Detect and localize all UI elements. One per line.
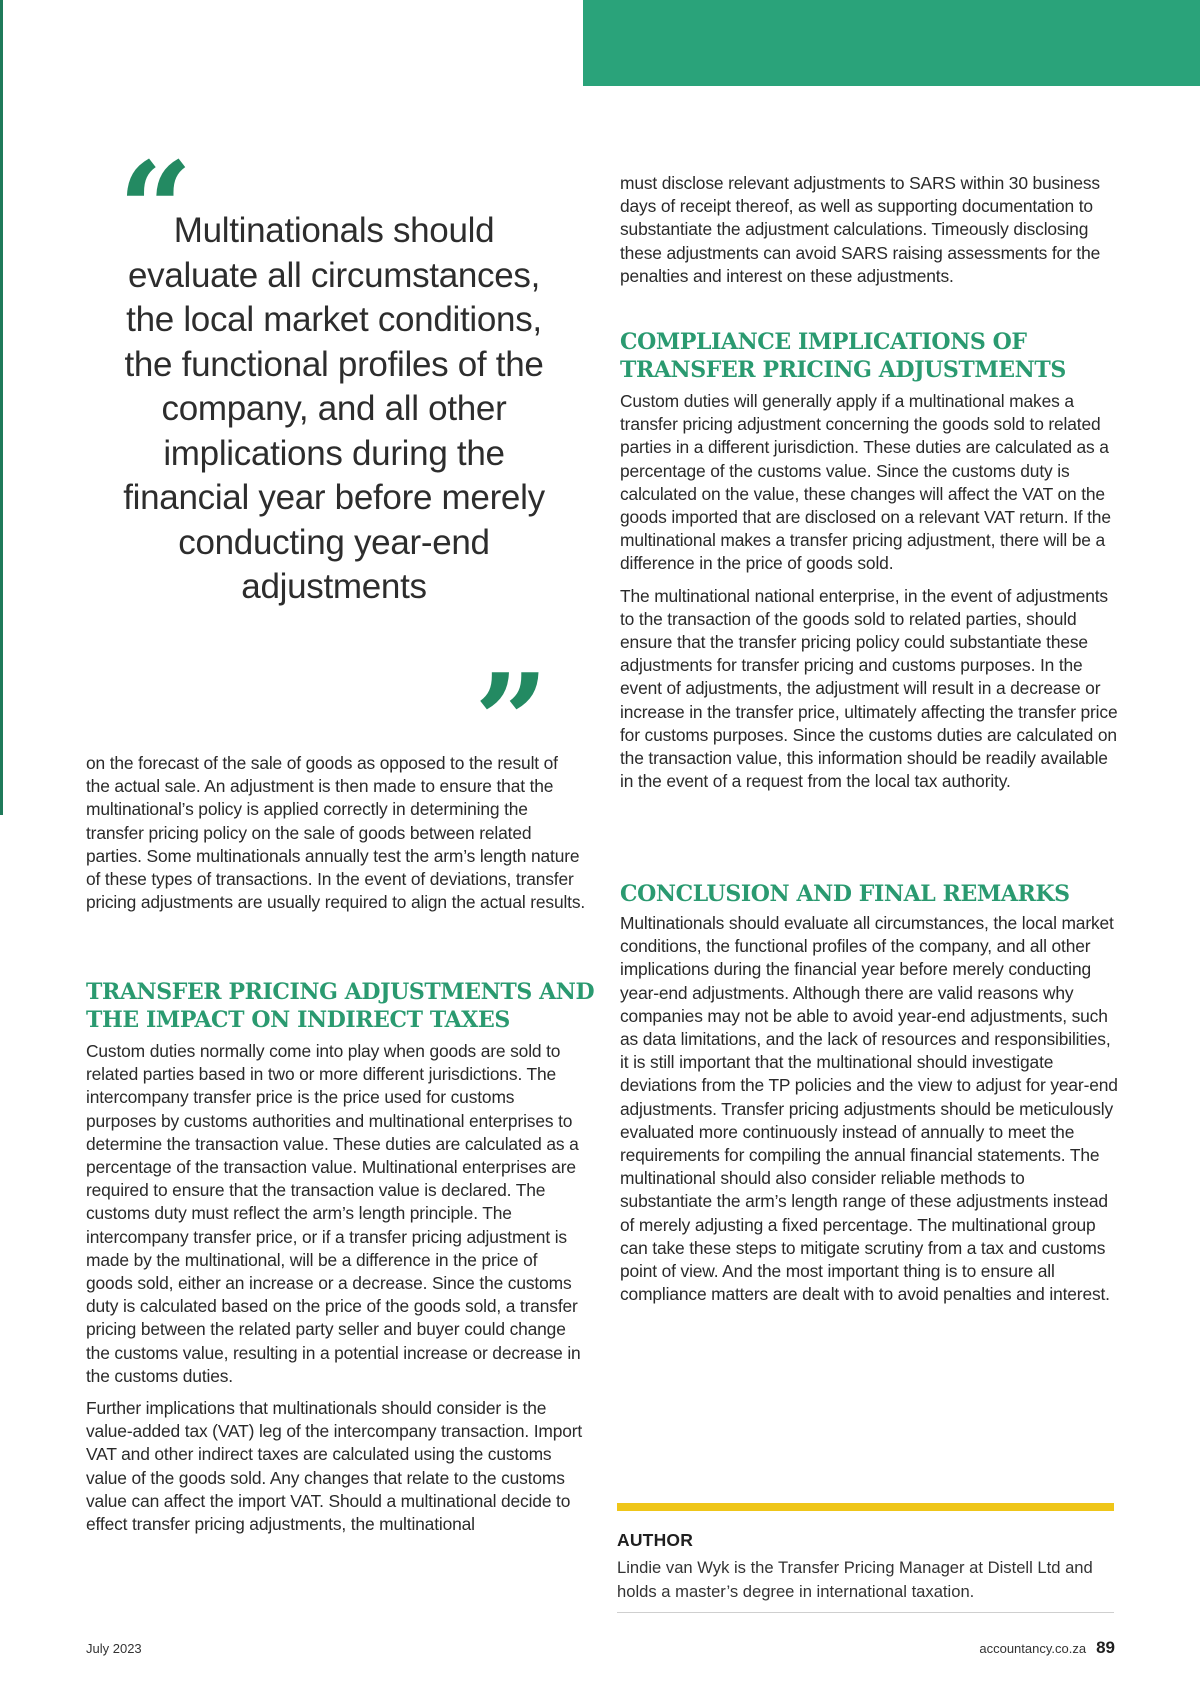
- left-column-body: [86, 1040, 586, 1545]
- right-column-continuation: [620, 172, 1118, 297]
- body-paragraph: Custom duties normally come into play when goods are sold to related parties based in two or more different jurisdictions. The intercompany transfer price is the price used for customs purposes by customs authorities and multinational enterprises to determine the transaction value. These duties are calculated as a percentage of the transaction value. Multinational enterprises are required to ensure that the transaction value is declared. The customs duty must reflect the arm’s length principle. The intercompany transfer price, or if a transfer pricing adjustment is made by the multinational, will be a difference in the price of goods sold, either an increase or a decrease. Since the customs duty is calculated based on the price of the goods sold, a transfer pricing between the related party seller and buyer could change the customs value, resulting in a potential increase or decrease in the customs duties.: [86, 1041, 581, 1386]
- footer-site: accountancy.co.za: [979, 1641, 1087, 1656]
- footer-site-info: [979, 1638, 1115, 1658]
- section-heading-conclusion: CONCLUSION AND FINAL REMARKS: [620, 881, 1070, 907]
- footer-date: July 2023: [86, 1641, 142, 1656]
- body-paragraph: Further implications that multinationals should consider is the value-added tax (VAT) leg of the intercompany transaction. Import VAT and other indirect taxes are calculated using the customs value of the goods sold. Any changes that relate to the customs value can affect the import VAT. Should a multinational decide to effect transfer pricing adjustments, the multinational: [86, 1398, 583, 1535]
- close-quote-icon: ”: [474, 645, 549, 798]
- section-heading-compliance: COMPLIANCE IMPLICATIONS OF TRANSFER PRICING ADJUSTMENTS: [620, 329, 1066, 383]
- left-edge-rule: [0, 0, 3, 815]
- page-number: 89: [1096, 1638, 1115, 1657]
- open-quote-icon: “: [118, 133, 193, 286]
- body-paragraph: Custom duties will generally apply if a multinational makes a transfer pricing adjustment concerning the goods sold to related parties in a different jurisdiction. These duties are calculated as a percentage of the customs value. Since the customs duty is calculated on the value, these changes will affect the VAT on the goods imported that are disclosed on a relevant VAT return. If the multinational makes a transfer pricing adjustment, there will be a difference in the price of goods sold.: [620, 391, 1111, 574]
- conclusion-paragraph: Multinationals should evaluate all circumstances, the local market conditions, the functional profiles of the company, and all other implications during the financial year before merely conducting year-end adjustments. Although there are valid reasons why companies may not be able to avoid year-end adjustments, such as data limitations, and the lack of resources and responsibilities, it is still important that the multinational should investigate deviations from the TP policies and the view to adjust for year-end adjustments. Transfer pricing adjustments should be meticulously evaluated more continuously instead of annually to meet the requirements for compiling the annual financial statements. The multinational should also consider reliable methods to substantiate the arm’s length range of these adjustments instead of merely adjusting a fixed percentage. The multinational group can take these steps to mitigate scrutiny from a tax and customs point of view. And the most important thing is to ensure all compliance matters are dealt with to avoid penalties and interest.: [620, 913, 1118, 1305]
- pull-quote: [118, 133, 558, 798]
- right-column-conclusion: [620, 912, 1118, 1315]
- body-paragraph: The multinational national enterprise, in the event of adjustments to the transaction of the goods sold to related parties, should ensure that the transfer pricing policy could substantiate these adjustments for transfer pricing and customs purposes. In the event of adjustments, the adjustment will result in a decrease or increase in the transfer price, ultimately affecting the transfer price for customs purposes. Since the customs duties are calculated on the transaction value, this information should be readily available in the event of a request from the local tax authority.: [620, 585, 1118, 792]
- header-color-band: [583, 0, 1200, 86]
- author-divider: [617, 1503, 1114, 1511]
- left-column-intro: [86, 752, 586, 923]
- section-heading-indirect-taxes: TRANSFER PRICING ADJUSTMENTS AND THE IMPACT ON INDIRECT TAXES: [86, 979, 595, 1033]
- author-bottom-rule: [617, 1612, 1114, 1613]
- author-bio: Lindie van Wyk is the Transfer Pricing Manager at Distell Ltd and holds a master’s degree in international taxation.: [617, 1558, 1093, 1601]
- right-column-compliance: [620, 390, 1118, 802]
- author-label: AUTHOR: [617, 1530, 694, 1550]
- pull-quote-text: Multinationals should evaluate all circumstances, the local market conditions, the functional profiles of the company, and all other implications during the financial year before merely conducting year-end adjustments: [123, 211, 545, 606]
- continuation-paragraph: must disclose relevant adjustments to SARS within 30 business days of receipt thereof, as well as supporting documentation to substantiate the adjustment calculations. Timeously disclosing these adjustments can avoid SARS raising assessments for the penalties and interest on these adjustments.: [620, 173, 1101, 286]
- intro-paragraph: on the forecast of the sale of goods as opposed to the result of the actual sale. An adjustment is then made to ensure that the multinational’s policy is applied correctly in determining the transfer pricing policy on the sale of goods between related parties. Some multinationals annually test the arm’s length nature of these types of transactions. In the event of deviations, transfer pricing adjustments are usually required to align the actual results.: [86, 753, 586, 913]
